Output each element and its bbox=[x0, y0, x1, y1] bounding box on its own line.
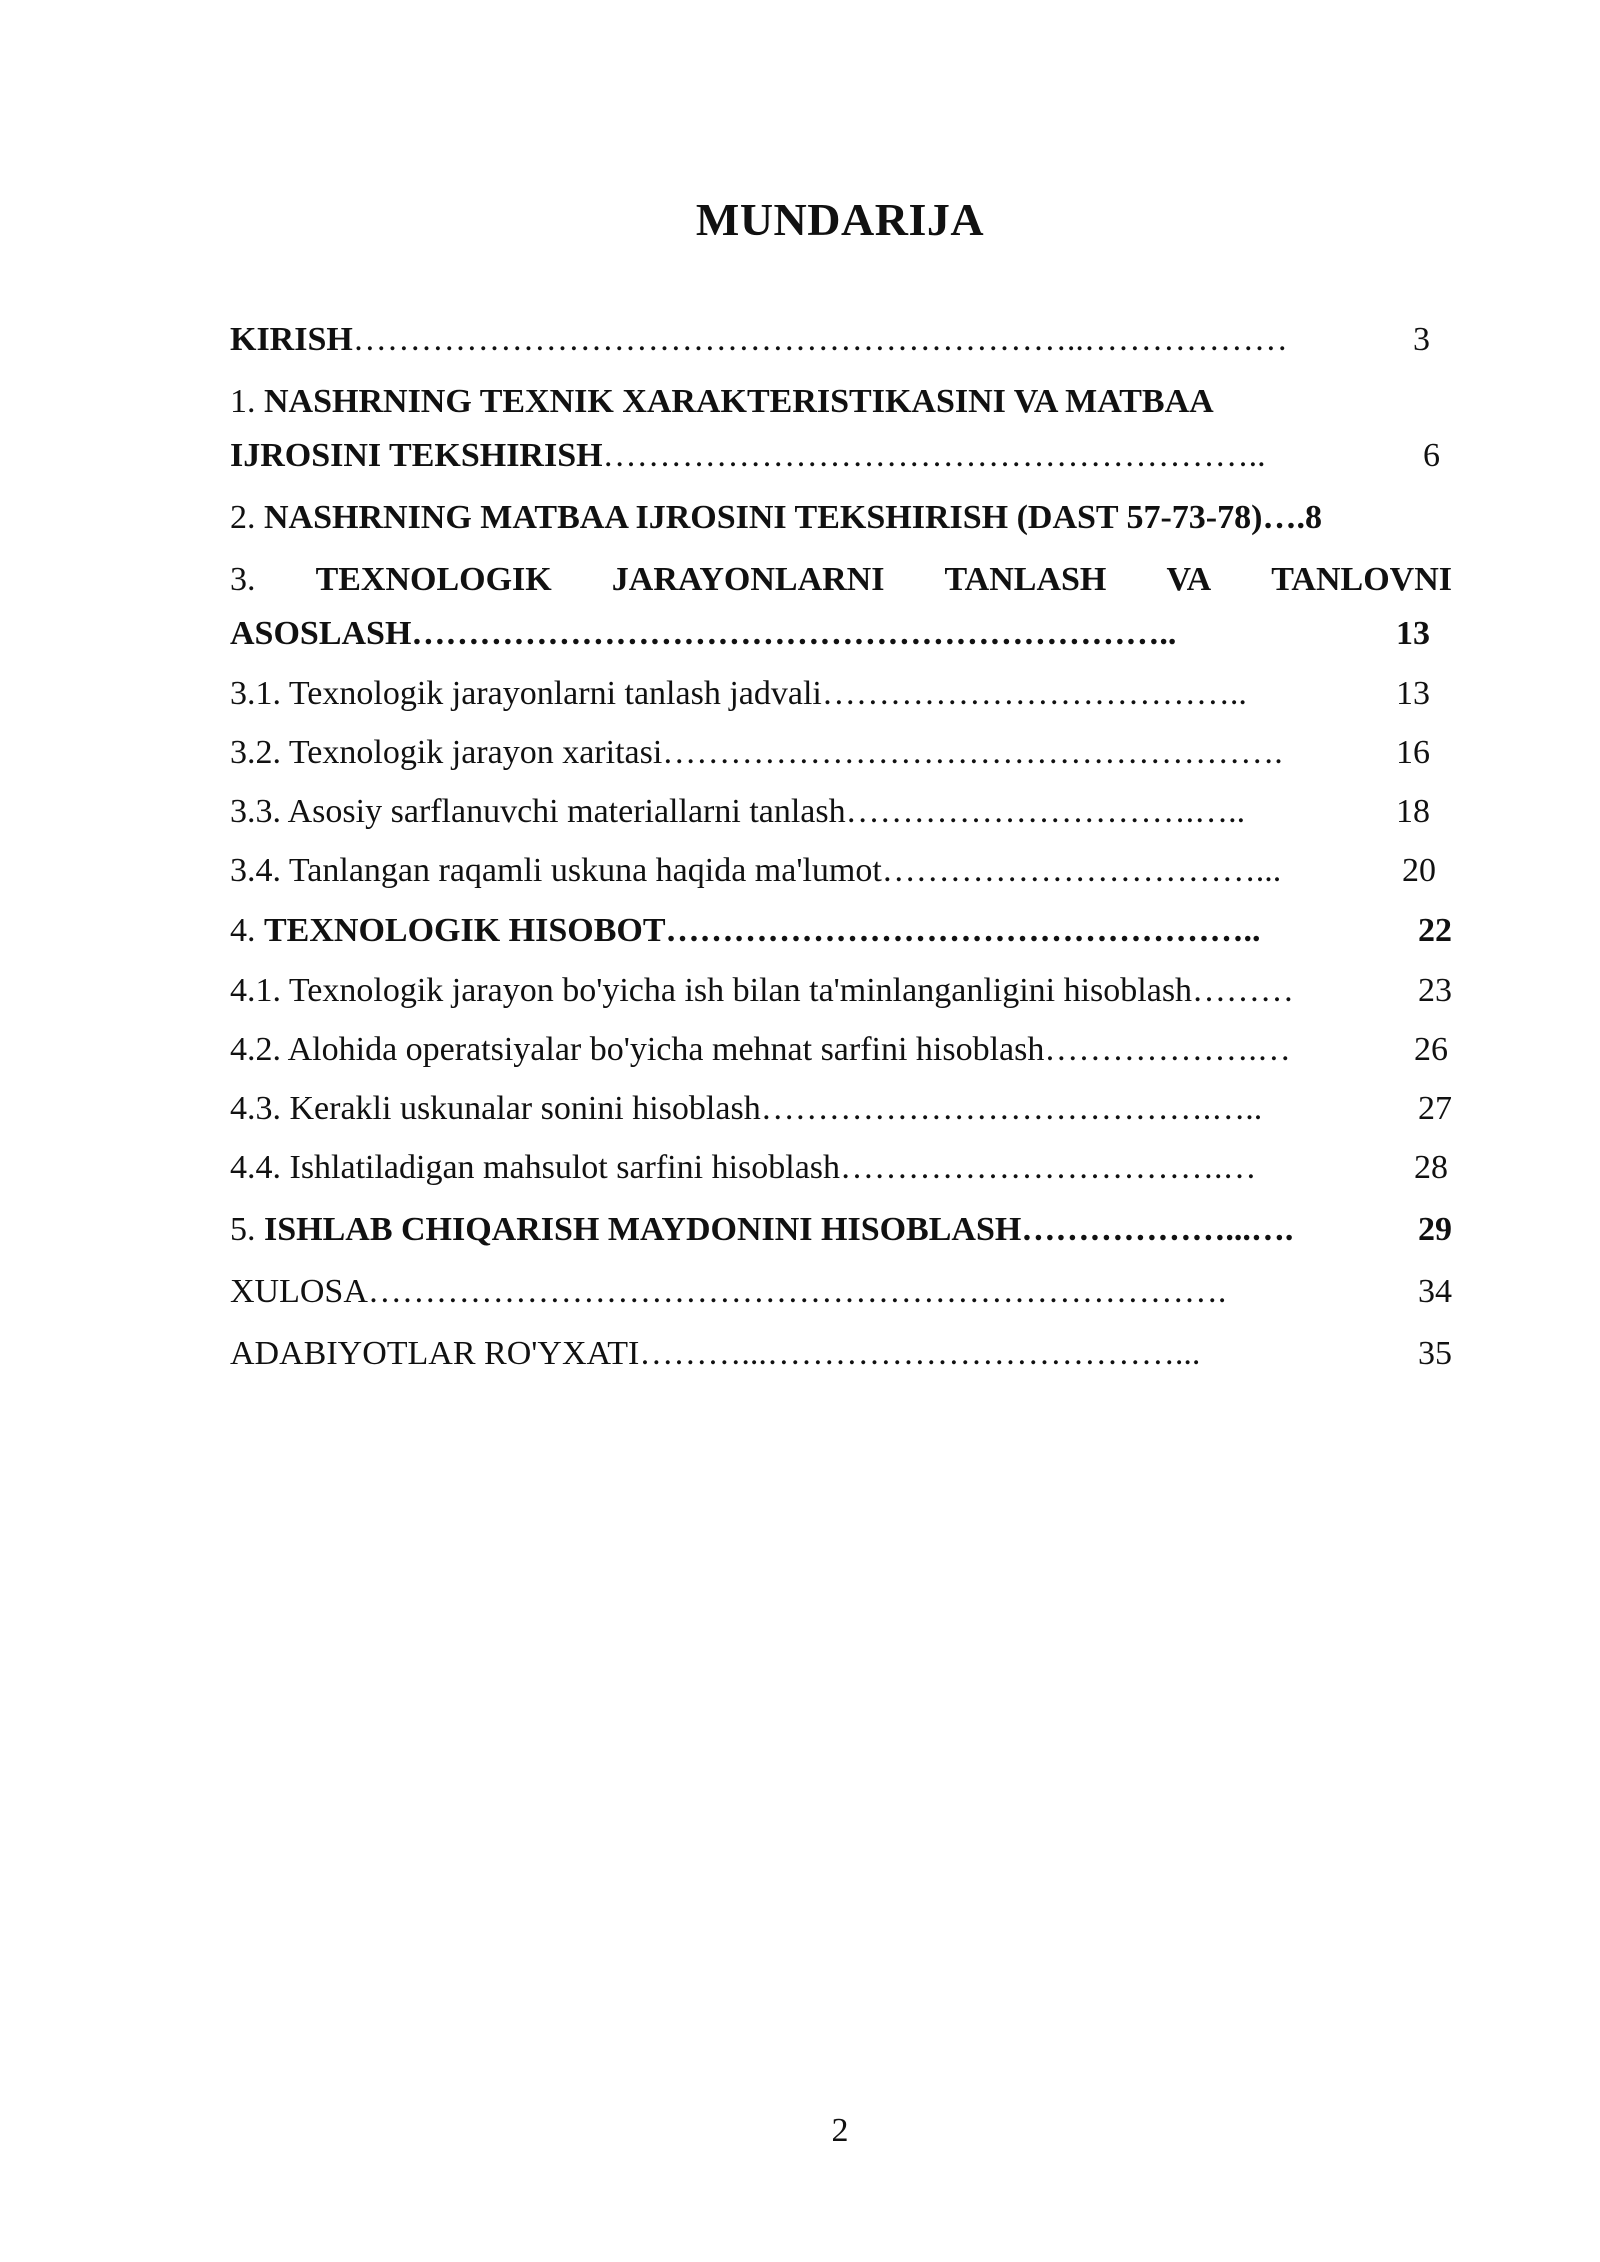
toc-leader-dots: ………...………………………………... bbox=[639, 1335, 1201, 1372]
toc-entry-1-continued[interactable] bbox=[230, 436, 1440, 476]
toc-entry-title: ADABIYOTLAR RO'YXATI bbox=[230, 1335, 640, 1372]
toc-page-number: 26 bbox=[1414, 1031, 1448, 1068]
page-title: MUNDARIJA bbox=[695, 194, 985, 245]
toc-page-number: 16 bbox=[1396, 734, 1430, 771]
toc-entry-3-2[interactable] bbox=[230, 733, 1430, 773]
toc-page-number: 3 bbox=[1413, 321, 1430, 358]
toc-entry-3[interactable] bbox=[230, 560, 1452, 600]
toc-entry-title: 3.2. Texnologik jarayon xaritasi bbox=[230, 734, 663, 771]
toc-leader-dots: ………………………………….….. bbox=[760, 1090, 1263, 1127]
toc-leader-dots: ………………………………………………….. bbox=[602, 437, 1266, 474]
toc-leader-dots: ………………...…. bbox=[1021, 1211, 1294, 1248]
toc-page-number: 29 bbox=[1418, 1211, 1452, 1248]
toc-entry-4-2[interactable] bbox=[230, 1030, 1448, 1070]
toc-page-number: 6 bbox=[1423, 437, 1440, 474]
toc-entry-title: NASHRNING MATBAA IJROSINI TEKSHIRISH (DAST 57-73-78) bbox=[264, 499, 1263, 536]
toc-entry-title: 3.3. Asosiy sarflanuvchi materiallarni tanlash bbox=[230, 793, 846, 830]
toc-leader-dots: ……………….… bbox=[1044, 1031, 1291, 1068]
toc-entry-1[interactable] bbox=[230, 382, 1452, 422]
toc-entry-title: IJROSINI TEKSHIRISH bbox=[230, 437, 603, 474]
page-number: 2 bbox=[831, 2112, 849, 2149]
toc-leader-dots: ………………………………………………. bbox=[662, 734, 1283, 771]
toc-leader-dots: ……………………………….. bbox=[821, 675, 1247, 712]
toc-leader-dots: ………………………….….. bbox=[845, 793, 1246, 830]
toc-page-number: 35 bbox=[1418, 1335, 1452, 1372]
toc-page-number: 22 bbox=[1418, 912, 1452, 949]
toc-entry-title: 3.1. Texnologik jarayonlarni tanlash jadvali bbox=[230, 675, 822, 712]
toc-word: VA bbox=[1166, 561, 1212, 598]
toc-entry-prefix: 1. bbox=[230, 383, 264, 420]
toc-leader-dots: …………………………………………….. bbox=[665, 912, 1261, 949]
toc-page-number: 28 bbox=[1414, 1149, 1448, 1186]
toc-entry-4-1[interactable] bbox=[230, 971, 1452, 1011]
toc-entry-title: TEXNOLOGIK HISOBOT bbox=[264, 912, 666, 949]
toc-word: JARAYONLARNI bbox=[611, 561, 885, 598]
toc-entry-title: 4.3. Kerakli uskunalar sonini hisoblash bbox=[230, 1090, 761, 1127]
toc-entry-title: 4.2. Alohida operatsiyalar bo'yicha mehnat sarfini hisoblash bbox=[230, 1031, 1045, 1068]
toc-page-number: 23 bbox=[1418, 972, 1452, 1009]
toc-word: TANLOVNI bbox=[1271, 561, 1452, 598]
toc-leader-dots: ……… bbox=[1192, 972, 1295, 1009]
toc-entry-prefix: 5. bbox=[230, 1211, 264, 1248]
toc-entry-prefix: 4. bbox=[230, 912, 264, 949]
toc-leader-dots: …………………………………………………………………. bbox=[367, 1273, 1227, 1310]
toc-entry-title: XULOSA bbox=[230, 1273, 368, 1310]
toc-page-number: 18 bbox=[1396, 793, 1430, 830]
toc-entry-4[interactable] bbox=[230, 911, 1452, 951]
toc-entry-title: 4.4. Ishlatiladigan mahsulot sarfini hisoblash bbox=[230, 1149, 841, 1186]
toc-entry-prefix: 2. bbox=[230, 499, 264, 536]
toc-entry-3-4[interactable] bbox=[230, 851, 1436, 891]
toc-leader-dots: …. bbox=[1262, 499, 1305, 536]
toc-word: TEXNOLOGIK bbox=[315, 561, 552, 598]
toc-entry-title: 3.4. Tanlangan raqamli uskuna haqida ma'lumot bbox=[230, 852, 882, 889]
toc-entry-title: 4.1. Texnologik jarayon bo'yicha ish bilan ta'minlanganligini hisoblash bbox=[230, 972, 1193, 1009]
toc-entry-3-1[interactable] bbox=[230, 674, 1430, 714]
toc-page-number: 27 bbox=[1418, 1090, 1452, 1127]
toc-entry-xulosa[interactable] bbox=[230, 1272, 1452, 1312]
toc-entry-2[interactable] bbox=[230, 498, 1444, 538]
toc-entry-title: ISHLAB CHIQARISH MAYDONINI HISOBLASH bbox=[264, 1211, 1022, 1248]
toc-entry-prefix: 3. bbox=[230, 561, 256, 598]
toc-entry-3-continued[interactable] bbox=[230, 614, 1430, 654]
toc-page-number: 8 bbox=[1304, 499, 1322, 536]
toc-page-number: 13 bbox=[1396, 675, 1430, 712]
toc-entry-title: NASHRNING TEXNIK XARAKTERISTIKASINI VA MATBAA bbox=[264, 383, 1214, 420]
toc-entry-title: ASOSLASH bbox=[230, 615, 412, 652]
toc-entry-kirish[interactable] bbox=[230, 320, 1430, 360]
toc-entry-4-4[interactable] bbox=[230, 1148, 1448, 1188]
toc-entry-5[interactable] bbox=[230, 1210, 1452, 1250]
toc-page-number: 13 bbox=[1396, 615, 1430, 652]
toc-leader-dots: ………………………………………………………..……………… bbox=[352, 321, 1288, 358]
toc-entry-3-3[interactable] bbox=[230, 792, 1430, 832]
toc-page-number: 20 bbox=[1402, 852, 1436, 889]
toc-entry-adabiyotlar[interactable] bbox=[230, 1334, 1452, 1374]
toc-leader-dots: ………………………………………………………….. bbox=[411, 615, 1177, 652]
toc-leader-dots: …………………………….… bbox=[840, 1149, 1257, 1186]
toc-page-number: 34 bbox=[1418, 1273, 1452, 1310]
toc-leader-dots: ……………………………... bbox=[881, 852, 1282, 889]
toc-entry-title: KIRISH bbox=[230, 321, 353, 358]
toc-entry-4-3[interactable] bbox=[230, 1089, 1452, 1129]
toc-word: TANLASH bbox=[944, 561, 1107, 598]
